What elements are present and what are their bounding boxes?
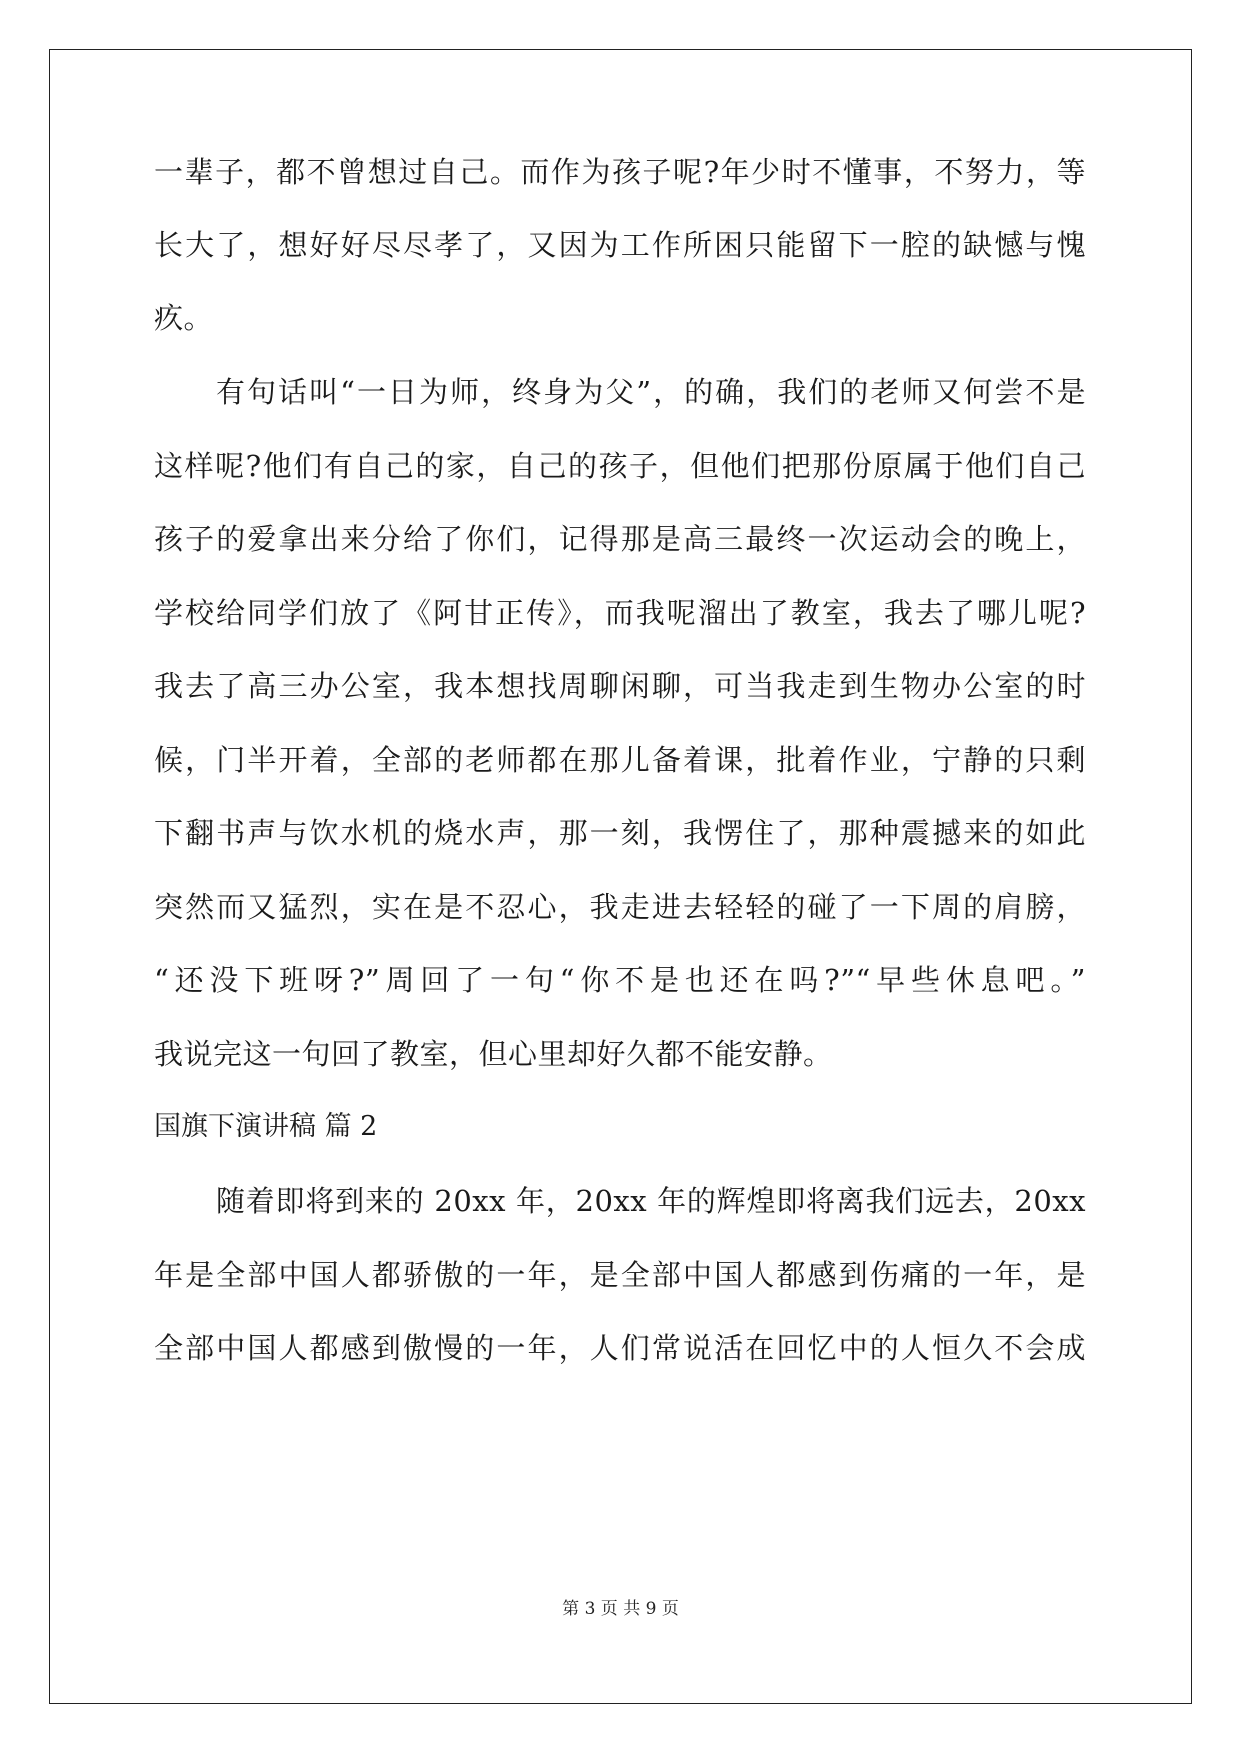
paragraph-line: 候，门半开着，全部的老师都在那儿备着课，批着作业，宁静的只剩	[154, 743, 1086, 777]
paragraph-line: 有句话叫“一日为师，终身为父”，的确，我们的老师又何尝不是	[216, 375, 1086, 409]
paragraph-line: 随着即将到来的 20xx 年，20xx 年的辉煌即将离我们远去，20xx	[216, 1184, 1086, 1218]
paragraph-line: 疚。	[154, 301, 214, 335]
paragraph-line: 年是全部中国人都骄傲的一年，是全部中国人都感到伤痛的一年，是	[154, 1258, 1086, 1292]
paragraph-line: 长大了，想好好尽尽孝了，又因为工作所困只能留下一腔的缺憾与愧	[154, 228, 1086, 262]
paragraph-line: 一辈子，都不曾想过自己。而作为孩子呢?年少时不懂事，不努力，等	[154, 155, 1086, 189]
paragraph-line: 下翻书声与饮水机的烧水声，那一刻，我愣住了，那种震撼来的如此	[154, 816, 1086, 850]
paragraph-line: 这样呢?他们有自己的家，自己的孩子，但他们把那份原属于他们自己	[154, 449, 1086, 483]
paragraph-line: 学校给同学们放了《阿甘正传》，而我呢溜出了教室，我去了哪儿呢?	[154, 596, 1086, 630]
paragraph-line: 我去了高三办公室，我本想找周聊闲聊，可当我走到生物办公室的时	[154, 669, 1086, 703]
paragraph-line: 突然而又猛烈，实在是不忍心，我走进去轻轻的碰了一下周的肩膀，	[154, 890, 1086, 924]
paragraph-line: 我说完这一句回了教室，但心里却好久都不能安静。	[154, 1037, 833, 1071]
paragraph-line: 孩子的爱拿出来分给了你们，记得那是高三最终一次运动会的晚上，	[154, 522, 1086, 556]
paragraph-line: 全部中国人都感到傲慢的一年，人们常说活在回忆中的人恒久不会成	[154, 1331, 1086, 1365]
page-number-footer: 第 3 页 共 9 页	[562, 1599, 679, 1619]
section-heading: 国旗下演讲稿 篇 2	[154, 1111, 378, 1142]
paragraph-line: “还没下班呀?”周回了一句“你不是也还在吗?”“早些休息吧。”	[154, 963, 1086, 997]
